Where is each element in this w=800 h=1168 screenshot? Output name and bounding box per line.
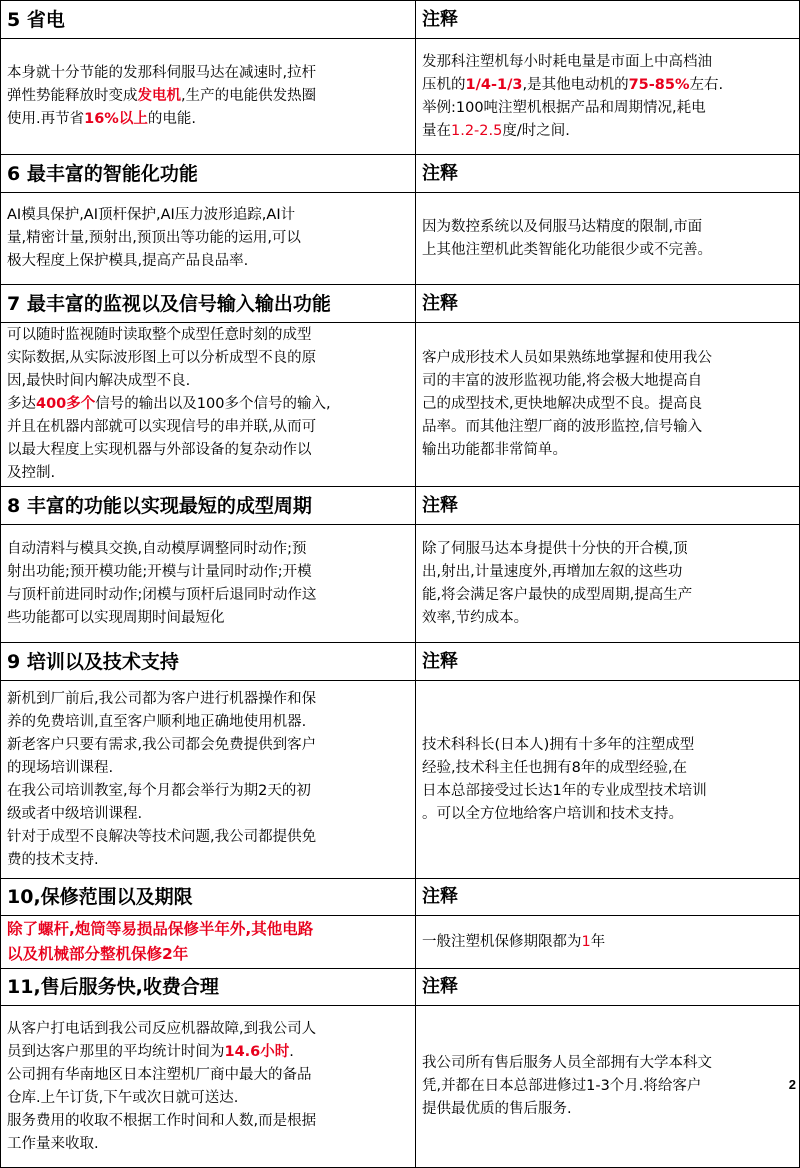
- highlight-text: 以及机械部分整机保修2年: [7, 945, 189, 963]
- text-line: [7, 826, 409, 849]
- text-line: [422, 607, 793, 630]
- text-segment: 左右.: [689, 76, 724, 93]
- text-segment: 在我公司培训教室,每个月都会举行为期2天的初: [7, 782, 311, 799]
- text-segment: ,生产的电能供发热圈: [181, 88, 317, 104]
- text-segment: 员到达客户那里的平均统计时间为: [7, 1043, 225, 1060]
- text-segment: 仓库.上午订货,下午或次日就可送达.: [7, 1089, 239, 1106]
- text-line: [422, 370, 793, 393]
- section-note: [416, 1006, 800, 1168]
- text-line: [7, 1064, 409, 1087]
- text-segment: 新老客户只要有需求,我公司都会免费提供到客户: [7, 736, 317, 753]
- text-line: [422, 1052, 793, 1075]
- text-segment: 使用.再节省: [7, 111, 85, 127]
- text-segment: 本身就十分节能的发那科伺服马达在减速时,拉杆: [7, 65, 317, 81]
- text-line: [422, 216, 793, 239]
- text-line: [7, 1087, 409, 1110]
- text-segment: 输出功能都非常简单。: [422, 442, 567, 458]
- section-body-row: [1, 681, 800, 879]
- highlight-text: 除了螺杆,炮筒等易损品保修半年外,其他电路: [7, 920, 314, 938]
- section-title: 6 最丰富的智能化功能: [1, 155, 416, 193]
- text-segment: 信号的输出以及100多个信号的输入,: [95, 396, 331, 412]
- highlight-text: 14.6小时: [224, 1043, 290, 1060]
- text-line: [7, 1041, 409, 1064]
- highlight-text: 发电机: [137, 88, 181, 104]
- text-line: [7, 85, 409, 108]
- text-line: [7, 439, 409, 462]
- section-title: 9 培训以及技术支持: [1, 643, 416, 681]
- text-line: [422, 803, 793, 826]
- text-line: [7, 757, 409, 780]
- section-body-row: [1, 916, 800, 969]
- section-header-row: [1, 969, 800, 1006]
- text-segment: 司的丰富的波形监视功能,将会极大地提高自: [422, 373, 703, 389]
- section-description: [1, 39, 416, 155]
- highlight-text: 16%以上: [84, 111, 148, 127]
- text-line: [422, 584, 793, 607]
- text-segment: 从客户打电话到我公司反应机器故障,到我公司人: [7, 1020, 317, 1037]
- text-line: [422, 1075, 793, 1098]
- text-segment: 并且在机器内部就可以实现信号的串并联,从而可: [7, 419, 317, 435]
- text-line: [422, 120, 793, 143]
- highlight-text: 75-85%: [628, 76, 690, 93]
- text-segment: 些功能都可以实现周期时间最短化: [7, 609, 225, 626]
- text-segment: 我公司所有售后服务人员全部拥有大学本科文: [422, 1055, 712, 1071]
- text-line: [422, 1098, 793, 1121]
- text-segment: 工作量来收取.: [7, 1135, 99, 1152]
- text-segment: 自动清料与模具交换,自动模厚调整同时动作;预: [7, 540, 307, 557]
- text-line: [422, 416, 793, 439]
- section-header-row: [1, 155, 800, 193]
- section-note: [416, 916, 800, 969]
- text-segment: 射出功能;预开模功能;开模与计量同时动作;开模: [7, 563, 312, 580]
- text-segment: 费的技术支持.: [7, 851, 99, 868]
- text-line: [422, 51, 793, 74]
- text-line: [422, 239, 793, 262]
- text-line: [7, 108, 409, 131]
- text-segment: 因,最快时间内解决成型不良.: [7, 373, 191, 389]
- text-segment: ,是其他电动机的: [522, 76, 629, 93]
- text-line: [7, 416, 409, 439]
- text-line: [422, 757, 793, 780]
- text-segment: 服务费用的收取不根据工作时间和人数,而是根据: [7, 1112, 317, 1129]
- highlight-text: 1.2-2.5: [451, 122, 503, 139]
- text-segment: 出,射出,计量速度外,再增加左叙的这些功: [422, 563, 683, 580]
- page-number: 2: [788, 1077, 796, 1092]
- text-segment: 上其他注塑机此类智能化功能很少或不完善。: [422, 241, 712, 258]
- section-description: [1, 193, 416, 285]
- section-body-row: [1, 323, 800, 487]
- note-label: 注释: [416, 969, 800, 1006]
- text-segment: 量,精密计量,预射出,预顶出等功能的运用,可以: [7, 230, 301, 246]
- text-line: [422, 439, 793, 462]
- text-segment: 可以随时监视随时读取整个成型任意时刻的成型: [7, 327, 312, 343]
- section-header-row: [1, 285, 800, 323]
- text-segment: 年: [590, 933, 606, 950]
- text-segment: 的电能.: [147, 111, 196, 127]
- text-segment: 提供最优质的售后服务.: [422, 1101, 572, 1117]
- text-segment: 实际数据,从实际波形图上可以分析成型不良的原: [7, 350, 317, 366]
- text-line: [7, 688, 409, 711]
- note-label: 注释: [416, 879, 800, 916]
- section-header-row: [1, 643, 800, 681]
- text-segment: 针对于成型不良解决等技术问题,我公司都提供免: [7, 828, 317, 845]
- text-segment: AI模具保护,AI顶杆保护,AI压力波形追踪,AI计: [7, 207, 296, 223]
- text-line: [422, 780, 793, 803]
- text-segment: 量在: [422, 122, 451, 139]
- text-segment: 以最大程度上实现机器与外部设备的复杂动作以: [7, 442, 312, 458]
- text-segment: 举例:100吨注塑机根据产品和周期情况,耗电: [422, 99, 706, 116]
- text-line: [7, 62, 409, 85]
- section-body-row: [1, 1006, 800, 1168]
- text-segment: 多达: [7, 396, 36, 412]
- text-segment: 己的成型技术,更快地解决成型不良。提高良: [422, 396, 703, 412]
- text-segment: 极大程度上保护模具,提高产品良品率.: [7, 253, 249, 269]
- text-segment: 凭,并都在日本总部进修过1-3个月.将给客户: [422, 1078, 702, 1094]
- section-header-row: [1, 1, 800, 39]
- note-label: 注释: [416, 643, 800, 681]
- highlight-text: 400多个: [36, 396, 96, 412]
- text-line: [7, 1018, 409, 1041]
- text-line: [7, 584, 409, 607]
- text-line: [422, 74, 793, 97]
- text-line: [7, 849, 409, 872]
- text-line: [7, 803, 409, 826]
- section-note: [416, 39, 800, 155]
- highlight-text: 1: [581, 933, 591, 950]
- text-line: [422, 734, 793, 757]
- note-label: 注释: [416, 487, 800, 525]
- section-description: [1, 1006, 416, 1168]
- section-header-row: [1, 487, 800, 525]
- text-line: [422, 97, 793, 120]
- text-segment: 发那科注塑机每小时耗电量是市面上中高档油: [422, 53, 712, 70]
- text-segment: 级或者中级培训课程.: [7, 805, 143, 822]
- text-segment: 客户成形技术人员如果熟练地掌握和使用我公: [422, 350, 712, 366]
- text-line: [7, 561, 409, 584]
- text-line: [7, 711, 409, 734]
- text-segment: 养的免费培训,直至客户顺利地正确地使用机器.: [7, 713, 307, 730]
- text-line: [7, 917, 409, 942]
- section-body-row: [1, 193, 800, 285]
- text-line: [7, 462, 409, 485]
- section-note: [416, 193, 800, 285]
- text-segment: 及控制.: [7, 465, 56, 481]
- text-segment: 技术科科长(日本人)拥有十多年的注塑成型: [422, 736, 695, 753]
- section-body-row: [1, 525, 800, 643]
- text-line: [7, 250, 409, 273]
- text-line: [422, 561, 793, 584]
- note-label: 注释: [416, 285, 800, 323]
- text-segment: 品率。而其他注塑厂商的波形监控,信号输入: [422, 419, 703, 435]
- section-title: 7 最丰富的监视以及信号输入输出功能: [1, 285, 416, 323]
- text-line: [7, 1133, 409, 1156]
- text-line: [7, 204, 409, 227]
- text-line: [7, 370, 409, 393]
- section-title: 10,保修范围以及期限: [1, 879, 416, 916]
- text-segment: 度/时之间.: [502, 122, 570, 139]
- text-line: [7, 942, 409, 967]
- text-segment: 因为数控系统以及伺服马达精度的限制,市面: [422, 218, 703, 235]
- text-segment: 的现场培训课程.: [7, 759, 114, 776]
- section-title: 5 省电: [1, 1, 416, 39]
- text-segment: 公司拥有华南地区日本注塑机厂商中最大的备品: [7, 1066, 312, 1083]
- section-title: 8 丰富的功能以实现最短的成型周期: [1, 487, 416, 525]
- section-header-row: [1, 879, 800, 916]
- section-note: [416, 525, 800, 643]
- text-line: [422, 538, 793, 561]
- text-segment: .: [289, 1043, 294, 1060]
- text-segment: 效率,节约成本。: [422, 609, 529, 626]
- note-label: 注释: [416, 155, 800, 193]
- text-segment: 经验,技术科主任也拥有8年的成型经验,在: [422, 759, 687, 776]
- feature-table-body: [1, 1, 800, 1168]
- section-description: [1, 525, 416, 643]
- note-label: 注释: [416, 1, 800, 39]
- text-line: [7, 538, 409, 561]
- section-title: 11,售后服务快,收费合理: [1, 969, 416, 1006]
- text-segment: 弹性势能释放时变成: [7, 88, 138, 104]
- text-segment: 。可以全方位地给客户培训和技术支持。: [422, 805, 683, 822]
- highlight-text: 1/4-1/3: [465, 76, 523, 93]
- text-line: [422, 931, 793, 954]
- text-segment: 日本总部接受过长达1年的专业成型技术培训: [422, 782, 707, 799]
- text-line: [422, 347, 793, 370]
- section-body-row: [1, 39, 800, 155]
- text-line: [422, 393, 793, 416]
- text-segment: 一般注塑机保修期限都为: [422, 933, 582, 950]
- text-line: [7, 1110, 409, 1133]
- text-segment: 压机的: [422, 76, 466, 93]
- section-note: [416, 681, 800, 879]
- text-line: [7, 607, 409, 630]
- text-line: [7, 393, 409, 416]
- text-line: [7, 324, 409, 347]
- text-line: [7, 780, 409, 803]
- text-line: [7, 347, 409, 370]
- text-segment: 能,将会满足客户最快的成型周期,提高生产: [422, 586, 693, 603]
- section-note: [416, 323, 800, 487]
- text-line: [7, 734, 409, 757]
- section-description: [1, 323, 416, 487]
- text-segment: 新机到厂前后,我公司都为客户进行机器操作和保: [7, 690, 317, 707]
- section-description: [1, 681, 416, 879]
- text-line: [7, 227, 409, 250]
- text-segment: 除了伺服马达本身提供十分快的开合模,顶: [422, 540, 688, 557]
- text-segment: 与顶杆前进同时动作;闭模与顶杆后退同时动作这: [7, 586, 317, 603]
- section-description: [1, 916, 416, 969]
